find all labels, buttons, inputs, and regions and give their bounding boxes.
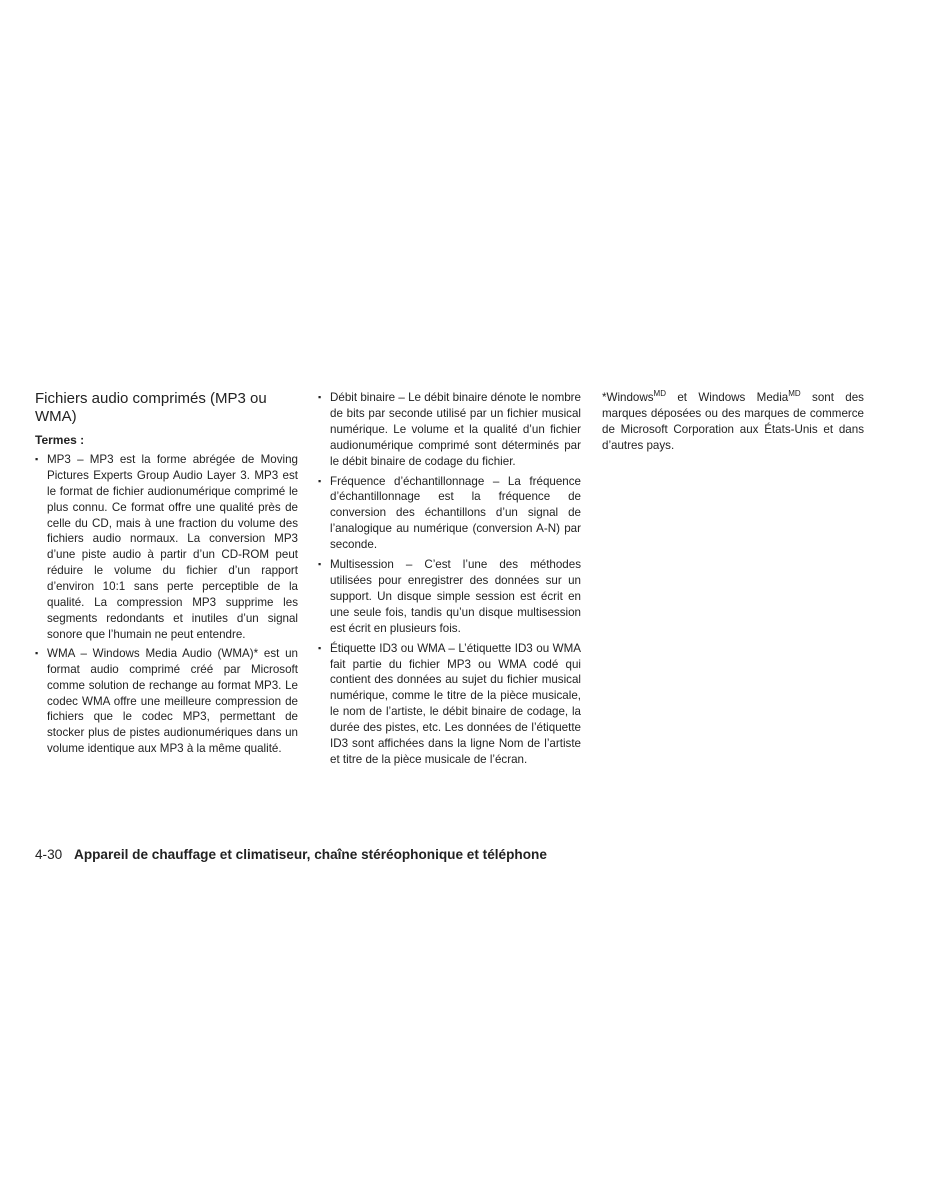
list-item-mp3 bbox=[35, 452, 298, 643]
terms-list-continued bbox=[318, 390, 581, 768]
section-heading: Fichiers audio comprimés (MP3 ou WMA) bbox=[35, 390, 267, 425]
trademark-part3: sont des marques déposées ou des marques de commerce de Microsoft Corporation aux États-Unis et dans d’autres pays. bbox=[602, 391, 864, 452]
trademark-note bbox=[602, 390, 864, 454]
list-item-id3-tag bbox=[318, 641, 581, 768]
list-item-sampling-rate bbox=[318, 474, 581, 554]
column-right bbox=[602, 390, 864, 454]
bullet-icon: ▪ bbox=[35, 453, 39, 464]
bullet-icon: ▪ bbox=[35, 647, 39, 658]
list-item-text: MP3 – MP3 est la forme abrégée de Moving Pictures Experts Group Audio Layer 3. MP3 est le format de fichier audionumérique comprimé le plus connu. Ce format offre une qualité près de celle du CD, mais à une fraction du volume des fichiers audio normaux. La conversion MP3 d’une piste audio à partir d’un CD-ROM peut réduire le volume du fichier d’un rapport d’environ 10:1 sans perte perceptible de la qualité. La compression MP3 supprime les segments redondants et inutiles d’un signal sonore que l’humain ne peut entendre. bbox=[47, 452, 298, 641]
list-item-text: Fréquence d’échantillonnage – La fréquence d’échantillonnage est la fréquence de conversion des échantillons d’un signal de l’analogique au numérique (conversion A-N) par seconde. bbox=[330, 474, 581, 552]
list-item-wma bbox=[35, 646, 298, 757]
chapter-title: Appareil de chauffage et climatiseur, chaîne stéréophonique et téléphone bbox=[74, 847, 547, 862]
column-middle bbox=[318, 390, 581, 772]
bullet-icon: ▪ bbox=[318, 475, 322, 486]
terms-label: Termes : bbox=[35, 433, 85, 447]
list-item-multisession bbox=[318, 557, 581, 637]
bullet-icon: ▪ bbox=[318, 642, 322, 653]
bullet-icon: ▪ bbox=[318, 559, 322, 570]
list-item-text: WMA – Windows Media Audio (WMA)* est un format audio comprimé créé par Microsoft comme solution de rechange au format MP3. Le codec WMA offre une meilleure compression de fichiers que le codec MP3, permettant de stocker plus de pistes audionumériques dans un volume identique aux MP3 à la même qualité. bbox=[47, 646, 298, 756]
trademark-part2: et Windows Media bbox=[666, 391, 789, 404]
list-item-text: Multisession – C’est l’une des méthodes utilisées pour enregistrer des données sur un support. Un disque simple session est écrit en une seule fois, tandis qu’un disque multisession est écrit en plusieurs fois. bbox=[330, 558, 581, 635]
page-footer bbox=[35, 846, 895, 864]
list-item-text: Étiquette ID3 ou WMA – L’étiquette ID3 ou WMA fait partie du fichier MP3 ou WMA codé qui contient des données au sujet du fichier musical numérique, comme le titre de la pièce musicale, le nom de l’artiste, le débit binaire de codage, la durée des pistes, etc. Les données de l’étiquette ID3 sont affichées dans la ligne Nom de l’artiste et titre de la pièce musicale de l’écran. bbox=[330, 641, 581, 766]
list-item-bitrate bbox=[318, 390, 581, 470]
list-item-text: Débit binaire – Le débit binaire dénote le nombre de bits par seconde utilisé par un fichier musical numérique. Le volume et la qualité d’un fichier audionumérique comprimé sont déterminés par le débit binaire de codage du fichier. bbox=[330, 391, 581, 468]
column-left bbox=[35, 390, 298, 760]
terms-list bbox=[35, 452, 298, 757]
page-number: 4-30 bbox=[35, 847, 63, 862]
trademark-part1: *Windows bbox=[602, 391, 654, 404]
trademark-sup1: MD bbox=[653, 389, 666, 399]
trademark-sup2: MD bbox=[788, 389, 801, 399]
bullet-icon: ▪ bbox=[318, 392, 322, 402]
